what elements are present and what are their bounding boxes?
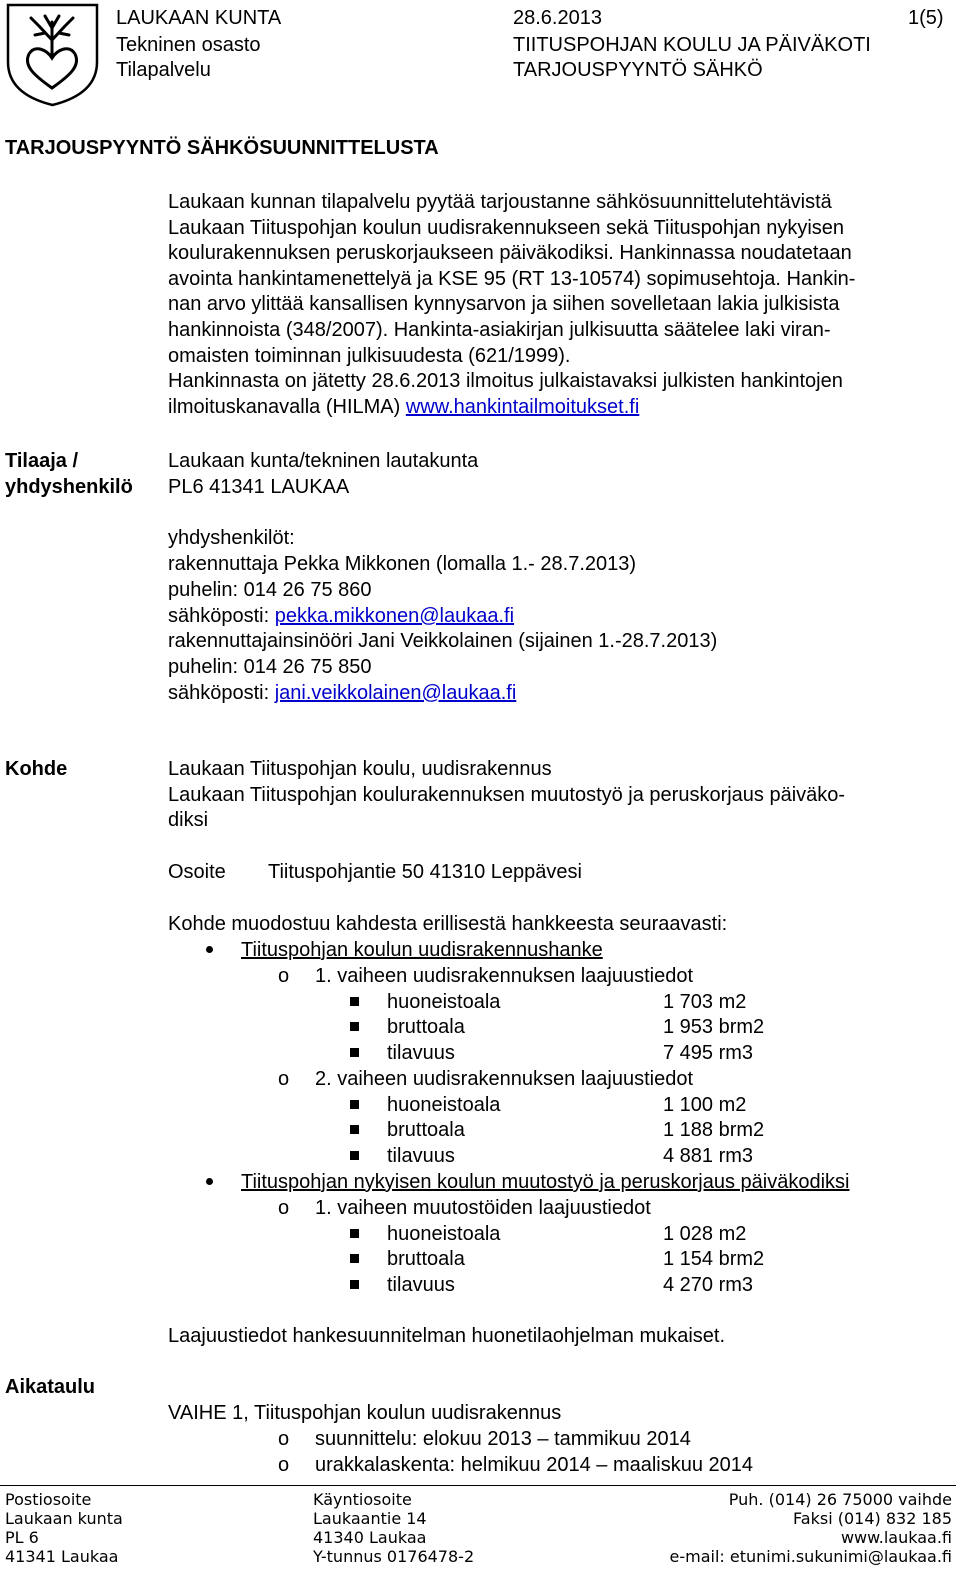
kohde-label: Kohde	[5, 758, 68, 780]
item-value: 1 028 m2	[663, 1223, 747, 1245]
project2-title: Tiituspohjan nykyisen koulun muutostyö ja peruskorjaus päiväkodiksi	[241, 1171, 850, 1193]
sub-bullet-icon: o	[278, 965, 290, 987]
contact1-email-link[interactable]: pekka.mikkonen@laukaa.fi	[274, 605, 515, 627]
bullet-icon	[206, 1178, 213, 1185]
square-bullet-icon	[350, 1280, 359, 1289]
intro-line: Laukaan Tiituspohjan koulun uudisrakennukseen sekä Tiituspohjan nykyisen	[168, 217, 845, 239]
header-doc-type: TARJOUSPYYNTÖ SÄHKÖ	[513, 59, 763, 81]
square-bullet-icon	[350, 1100, 359, 1109]
item-value: 1 154 brm2	[663, 1248, 765, 1270]
item-name: tilavuus	[387, 1145, 455, 1167]
footer-visit-line: 41340 Laukaa	[313, 1528, 427, 1547]
intro-line: Laukaan kunnan tilapalvelu pyytää tarjoustanne sähkösuunnittelutehtävistä	[168, 191, 832, 213]
contact2-email-row	[168, 683, 516, 703]
item-name: huoneistoala	[387, 991, 501, 1013]
square-bullet-icon	[350, 1229, 359, 1238]
footer-fax: Faksi (014) 832 185	[793, 1509, 952, 1528]
footer-postal-line: PL 6	[5, 1528, 39, 1547]
intro-line: hankinnoista (348/2007). Hankinta-asiakirjan julkisuutta säätelee laki viran-	[168, 319, 831, 341]
item-value: 1 703 m2	[663, 991, 747, 1013]
header-org: LAUKAAN KUNTA	[116, 7, 282, 29]
item-value: 1 188 brm2	[663, 1119, 765, 1141]
project1-phase2-title: 2. vaiheen uudisrakennuksen laajuustiedot	[315, 1068, 694, 1090]
square-bullet-icon	[350, 1048, 359, 1057]
sub-bullet-icon: o	[278, 1068, 290, 1090]
contacts-heading: yhdyshenkilöt:	[168, 527, 295, 549]
header-project: TIITUSPOHJAN KOULU JA PÄIVÄKOTI	[513, 34, 871, 56]
contact2-phone: puhelin: 014 26 75 850	[168, 656, 372, 678]
footer-phone: Puh. (014) 26 75000 vaihde	[728, 1490, 952, 1509]
email-label: sähköposti:	[168, 605, 275, 627]
header-date: 28.6.2013	[513, 7, 602, 29]
schedule-phase: VAIHE 1, Tiituspohjan koulun uudisrakennus	[168, 1402, 562, 1424]
contact1-phone: puhelin: 014 26 75 860	[168, 579, 372, 601]
item-value: 4 270 rm3	[663, 1274, 754, 1296]
square-bullet-icon	[350, 1151, 359, 1160]
item-name: bruttoala	[387, 1248, 465, 1270]
contact2-name: rakennuttajainsinööri Jani Veikkolainen (sijainen 1.-28.7.2013)	[168, 630, 718, 652]
intro-line: nan arvo ylittää kansallisen kynnysarvon ja siihen sovelletaan lakia julkisista	[168, 293, 840, 315]
contact2-email-link[interactable]: jani.veikkolainen@laukaa.fi	[274, 682, 517, 704]
scope-note: Laajuustiedot hankesuunnitelman huonetilaohjelman mukaiset.	[168, 1325, 726, 1347]
intro-line-last	[168, 397, 639, 417]
page-number: 1(5)	[908, 7, 944, 29]
item-name: bruttoala	[387, 1016, 465, 1038]
intro-line: omaisten toiminnan julkisuudesta (621/1999).	[168, 345, 571, 367]
footer-visit-label: Käyntiosoite	[313, 1490, 412, 1509]
kohde-line: diksi	[168, 809, 209, 831]
sub-bullet-icon: o	[278, 1197, 290, 1219]
item-value: 1 100 m2	[663, 1094, 747, 1116]
composition-text: Kohde muodostuu kahdesta erillisestä hankkeesta seuraavasti:	[168, 913, 728, 935]
item-value: 1 953 brm2	[663, 1016, 765, 1038]
header-unit: Tilapalvelu	[116, 59, 211, 81]
project2-phase1-title: 1. vaiheen muutostöiden laajuustiedot	[315, 1197, 651, 1219]
header-dept: Tekninen osasto	[116, 34, 261, 56]
item-name: tilavuus	[387, 1274, 455, 1296]
hilma-link[interactable]: www.hankintailmoitukset.fi	[405, 396, 640, 418]
square-bullet-icon	[350, 997, 359, 1006]
footer-postal-line: 41341 Laukaa	[5, 1547, 119, 1566]
footer-divider	[0, 1485, 956, 1486]
footer-postal-label: Postiosoite	[5, 1490, 92, 1509]
sub-bullet-icon: o	[278, 1454, 290, 1476]
footer-business-id: Y-tunnus 0176478-2	[313, 1547, 475, 1566]
footer-postal-line: Laukaan kunta	[5, 1509, 123, 1528]
square-bullet-icon	[350, 1254, 359, 1263]
yhdyshenkilo-label: yhdyshenkilö	[5, 476, 133, 498]
sub-bullet-icon: o	[278, 1428, 290, 1450]
bullet-icon	[206, 946, 213, 953]
email-label: sähköposti:	[168, 682, 275, 704]
site-address: Tiituspohjantie 50 41310 Leppävesi	[268, 861, 582, 883]
square-bullet-icon	[350, 1125, 359, 1134]
intro-text: ilmoituskanavalla (HILMA)	[168, 396, 406, 418]
aikataulu-label: Aikataulu	[5, 1376, 96, 1398]
municipality-crest-logo	[5, 2, 100, 107]
item-value: 7 495 rm3	[663, 1042, 754, 1064]
schedule-item: urakkalaskenta: helmikuu 2014 – maaliskuu 2014	[315, 1454, 754, 1476]
tilaaja-label: Tilaaja /	[5, 450, 79, 472]
document-title: TARJOUSPYYNTÖ SÄHKÖSUUNNITTELUSTA	[5, 137, 439, 159]
item-name: huoneistoala	[387, 1094, 501, 1116]
footer-visit-line: Laukaantie 14	[313, 1509, 427, 1528]
project1-phase1-title: 1. vaiheen uudisrakennuksen laajuustiedot	[315, 965, 694, 987]
address-label: Osoite	[168, 861, 226, 883]
kohde-line: Laukaan Tiituspohjan koulu, uudisrakennus	[168, 758, 552, 780]
intro-line: Hankinnasta on jätetty 28.6.2013 ilmoitus julkaistavaksi julkisten hankintojen	[168, 370, 843, 392]
item-name: tilavuus	[387, 1042, 455, 1064]
footer-email[interactable]: e-mail: etunimi.sukunimi@laukaa.fi	[669, 1547, 952, 1566]
footer-website[interactable]: www.laukaa.fi	[840, 1528, 952, 1547]
item-name: huoneistoala	[387, 1223, 501, 1245]
intro-line: koulurakennuksen peruskorjaukseen päiväkodiksi. Hankinnassa noudatetaan	[168, 242, 852, 264]
project1-title: Tiituspohjan koulun uudisrakennushanke	[241, 939, 603, 961]
item-value: 4 881 rm3	[663, 1145, 754, 1167]
client-org: Laukaan kunta/tekninen lautakunta	[168, 450, 479, 472]
schedule-item: suunnittelu: elokuu 2013 – tammikuu 2014	[315, 1428, 691, 1450]
kohde-line: Laukaan Tiituspohjan koulurakennuksen muutostyö ja peruskorjaus päiväko-	[168, 784, 846, 806]
square-bullet-icon	[350, 1022, 359, 1031]
item-name: bruttoala	[387, 1119, 465, 1141]
client-address: PL6 41341 LAUKAA	[168, 476, 350, 498]
intro-line: avointa hankintamenettelyä ja KSE 95 (RT 13-10574) sopimusehtoja. Hankin-	[168, 268, 856, 290]
contact1-email-row	[168, 606, 514, 626]
contact1-name: rakennuttaja Pekka Mikkonen (lomalla 1.- 28.7.2013)	[168, 553, 637, 575]
